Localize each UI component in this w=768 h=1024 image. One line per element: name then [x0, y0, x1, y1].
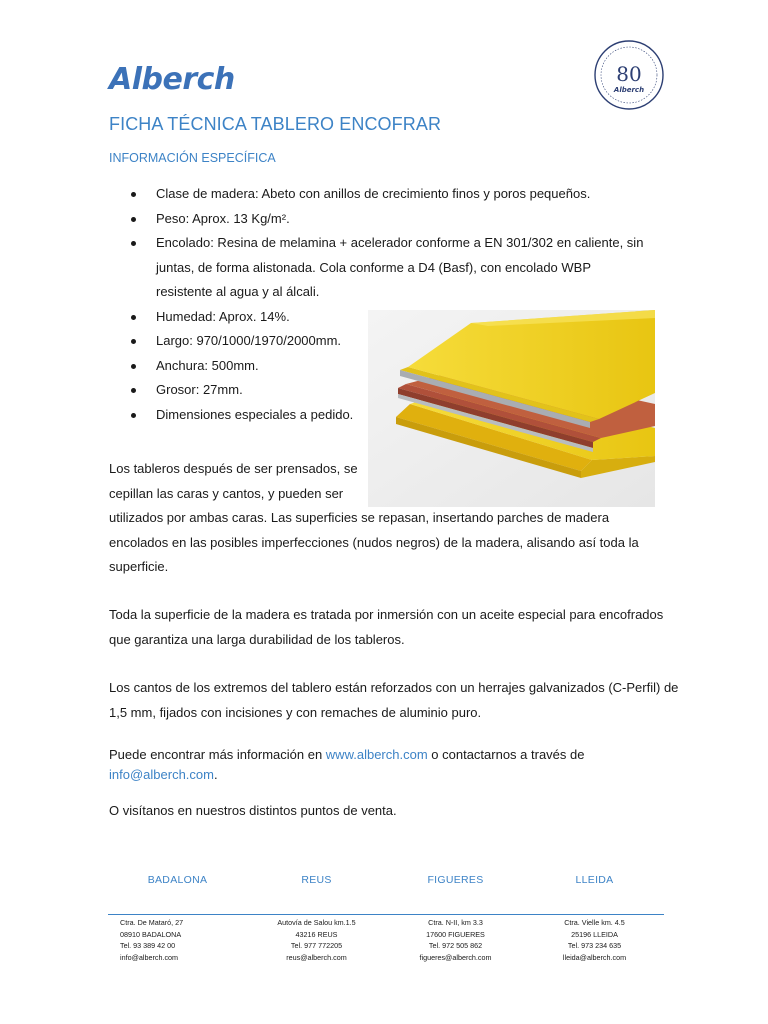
paragraph-oil-treatment: Toda la superficie de la madera es tratada por inmersión con un aceite especial para encofrados que garantiza una larga durabilidad de los tableros.: [109, 607, 664, 647]
bullet-icon: [131, 364, 136, 369]
location-phone: Tel. 977 772205: [290, 941, 343, 950]
anniversary-seal: [593, 39, 665, 111]
spec-text: Grosor: 27mm.: [156, 382, 243, 397]
contact-text-middle: o contactarnos a través de: [427, 747, 585, 762]
seal-brand: Alberch: [613, 86, 645, 94]
footer-location-headers: [108, 874, 664, 890]
bullet-icon: [131, 315, 136, 320]
spec-item: [109, 207, 669, 232]
location-city: 08910 BADALONA: [120, 929, 182, 939]
contact-text-after: .: [213, 767, 218, 782]
spec-item: [109, 182, 669, 207]
paragraph-processing-intro: Los tableros después de ser prensados, se cepillan las caras y cantos, y pueden ser: [109, 461, 358, 501]
location-email[interactable]: figueres@alberch.com: [419, 952, 492, 962]
contact-text-before: Puede encontrar más información en: [109, 747, 326, 762]
spec-text: Largo: 970/1000/1970/2000mm.: [156, 333, 342, 348]
footer-location-details: [108, 917, 664, 963]
spec-text: Clase de madera: Abeto con anillos de crecimiento finos y poros pequeños.: [156, 186, 591, 201]
spec-text: Dimensiones especiales a pedido.: [156, 406, 354, 422]
seal-number: 80: [616, 62, 642, 86]
location-address: Autovía de Salou km.1.5: [277, 918, 356, 927]
spec-item: [109, 329, 366, 354]
email-link[interactable]: info@alberch.com: [109, 767, 214, 782]
spec-item: [109, 305, 366, 330]
bullet-icon: [131, 241, 136, 246]
section-subtitle: INFORMACIÓN ESPECÍFICA: [109, 151, 276, 165]
spec-text: Encolado: Resina de melamina + acelerador conforme a EN 301/302 en caliente, sin juntas, de forma alistonada. Cola conforme a D4 (Basf), con encolado WBP resistente al agua y al álcali.: [156, 235, 644, 299]
location-city: 17600 FIGUERES: [426, 929, 485, 939]
footer-divider: [108, 914, 664, 915]
location-figueres: [386, 917, 525, 963]
location-phone: Tel. 972 505 862: [428, 941, 483, 950]
spec-text: Peso: Aprox. 13 Kg/m².: [156, 210, 290, 226]
location-phone: Tel. 93 389 42 00: [120, 941, 176, 950]
paragraph-visit: O visítanos en nuestros distintos puntos de venta.: [109, 803, 397, 818]
location-reus: [247, 917, 386, 963]
location-address: Ctra. Vielle km. 4.5: [564, 918, 625, 927]
page-title: FICHA TÉCNICA TABLERO ENCOFRAR: [109, 114, 442, 134]
location-name: LLEIDA: [575, 874, 614, 886]
location-address: Ctra. N-II, km 3.3: [428, 918, 483, 927]
bullet-icon: [131, 217, 136, 222]
spec-item: [109, 403, 366, 428]
location-address: Ctra. De Mataró, 27: [120, 918, 184, 927]
bullet-icon: [131, 339, 136, 344]
brand-logo: Alberch: [109, 62, 235, 97]
location-email[interactable]: lleida@alberch.com: [562, 952, 627, 962]
location-badalona: [108, 917, 247, 963]
location-email[interactable]: info@alberch.com: [120, 952, 179, 962]
spec-text: Anchura: 500mm.: [156, 357, 259, 373]
formwork-panels-photo: [368, 310, 655, 507]
spec-item: [109, 231, 646, 305]
bullet-icon: [131, 413, 136, 418]
paragraph-processing-cont: utilizados por ambas caras. Las superficies se repasan, insertando parches de madera encolados en las posibles imperfecciones (nudos negros) de la madera, alisando así toda la superficie.: [109, 510, 639, 574]
spec-item: [109, 378, 366, 403]
location-city: 43216 REUS: [295, 929, 338, 939]
location-phone: Tel. 973 234 635: [567, 941, 622, 950]
spec-item: [109, 354, 366, 379]
location-name: BADALONA: [147, 874, 208, 886]
location-name: REUS: [301, 874, 332, 886]
location-lleida: [525, 917, 664, 963]
paragraph-contact: [109, 745, 669, 785]
website-link[interactable]: www.alberch.com: [325, 747, 428, 762]
paragraph-edge-reinforcement: Los cantos de los extremos del tablero están reforzados con un herrajes galvanizados (C-Perfil) de 1,5 mm, fijados con incisiones y con remaches de aluminio puro.: [109, 680, 679, 720]
location-city: 25196 LLEIDA: [571, 929, 618, 939]
spec-text: Humedad: Aprox. 14%.: [156, 308, 290, 324]
bullet-icon: [131, 192, 136, 197]
location-email[interactable]: reus@alberch.com: [286, 952, 347, 962]
bullet-icon: [131, 388, 136, 393]
location-name: FIGUERES: [427, 874, 484, 886]
